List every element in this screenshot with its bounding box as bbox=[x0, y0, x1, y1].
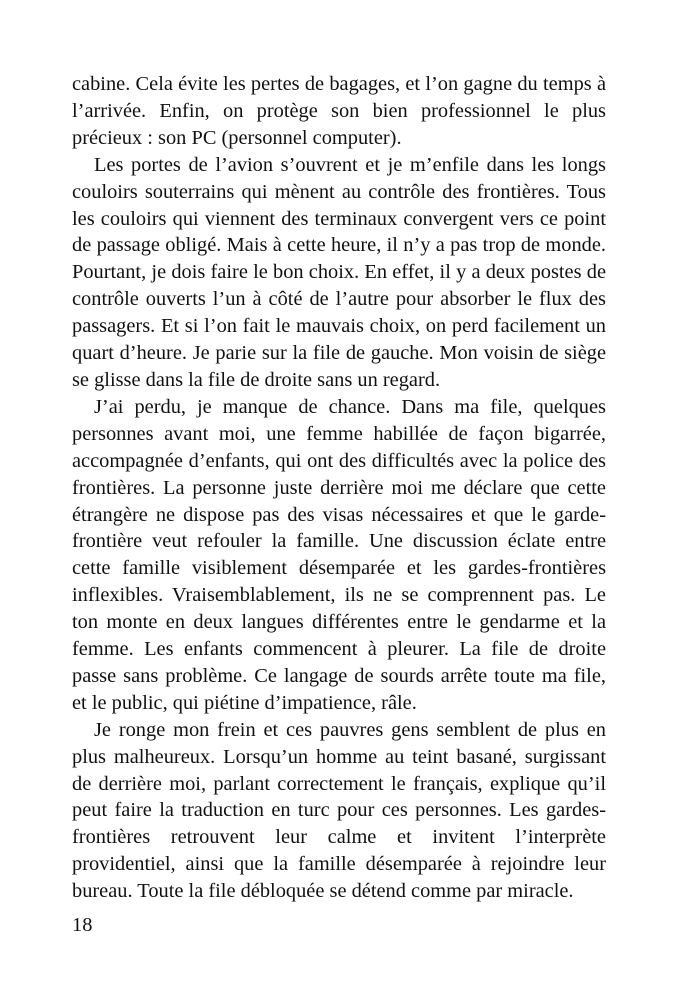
paragraph-interpreter: Je ronge mon frein et ces pauvres gens semblent de plus en plus malheureux. Lorsqu’un homme au teint basané, surgissant de derrière moi, parlant correctement le français, explique qu’il peut faire la traduction en turc pour ces personnes. Les gardes-frontières retrouvent leur calme et invitent l’interprète providentiel, ainsi que la famille désemparée à rejoindre leur bureau. Toute la file débloquée se détend comme par miracle. bbox=[72, 718, 606, 903]
paragraph-continued: cabine. Cela évite les pertes de bagages, et l’on gagne du temps à l’arrivée. Enfin, on protège son bien professionnel le plus précieux : son PC (personnel computer). bbox=[72, 73, 606, 149]
paragraph-airplane-doors: Les portes de l’avion s’ouvrent et je m’enfile dans les longs couloirs souterrains qui mènent au contrôle des frontières. Tous les couloirs qui viennent des terminaux convergent vers ce point de passage obligé. Mais à cette heure, il n’y a pas trop de monde. Pourtant, je dois faire le bon choix. En effet, il y a deux postes de contrôle ouverts l’un à côté de l’autre pour absorber le flux des passagers. Et si l’on fait le mauvais choix, on perd facilement un quart d’heure. Je parie sur la file de gauche. Mon voisin de siège se glisse dans la file de droite sans un regard. bbox=[72, 153, 606, 391]
body-text bbox=[72, 71, 606, 905]
paragraph-lost-queue: J’ai perdu, je manque de chance. Dans ma file, quelques personnes avant moi, une femme habillée de façon bigarrée, accompagnée d’enfants, qui ont des difficultés avec la police des frontières. La personne juste derrière moi me déclare que cette étrangère ne dispose pas des visas nécessaires et que le garde-frontière veut refouler la famille. Une discussion éclate entre cette famille visiblement désemparée et les gardes-frontières inflexibles. Vraisemblablement, ils ne se comprennent pas. Le ton monte en deux langues différentes entre le gendarme et la femme. Les enfants commencent à pleurer. La file de droite passe sans problème. Ce langage de sourds arrête toute ma file, et le public, qui piétine d’impatience, râle. bbox=[72, 395, 606, 714]
page-number: 18 bbox=[72, 914, 93, 936]
